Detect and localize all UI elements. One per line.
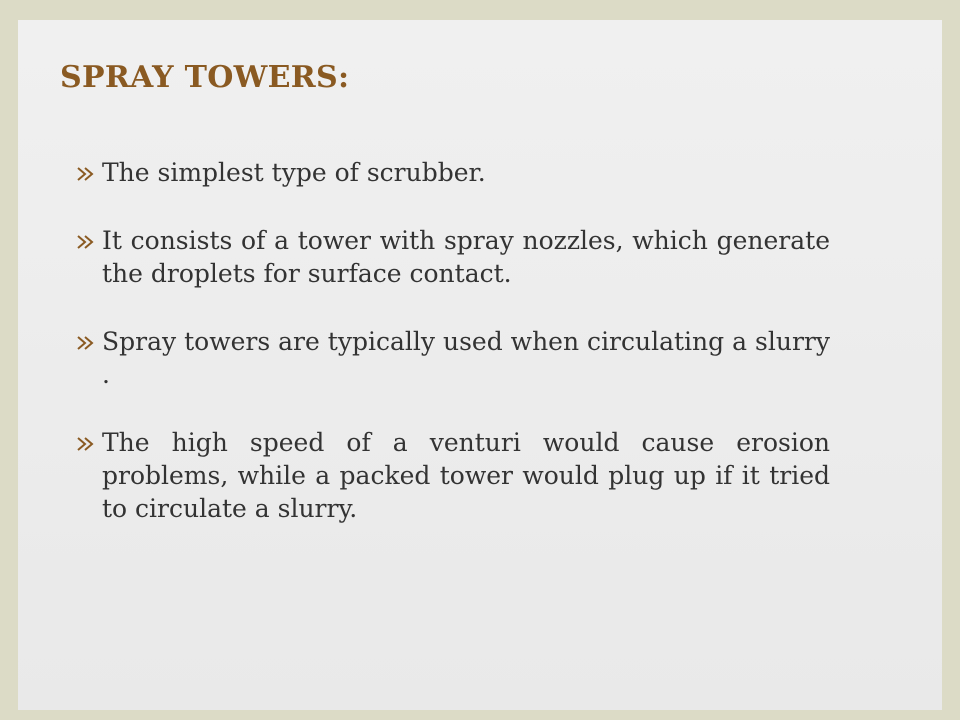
double-arrow-icon: [76, 235, 100, 249]
bullet-text: The simplest type of scrubber.: [102, 158, 486, 187]
bullet-item: [76, 426, 830, 525]
double-arrow-icon: [76, 336, 100, 350]
bullet-text: Spray towers are typically used when circulating a slurry .: [102, 327, 830, 389]
bullet-list: [76, 156, 830, 560]
bullet-text: The high speed of a venturi would cause erosion problems, while a packed tower would plug up if it tried to circulate a slurry.: [102, 428, 830, 523]
slide-title: SPRAY TOWERS:: [60, 60, 350, 95]
bullet-text: It consists of a tower with spray nozzles, which generate the droplets for surface contact.: [102, 226, 830, 288]
bullet-item: [76, 325, 830, 391]
bullet-item: [76, 156, 830, 189]
bullet-item: [76, 224, 830, 290]
double-arrow-icon: [76, 167, 100, 181]
double-arrow-icon: [76, 437, 100, 451]
